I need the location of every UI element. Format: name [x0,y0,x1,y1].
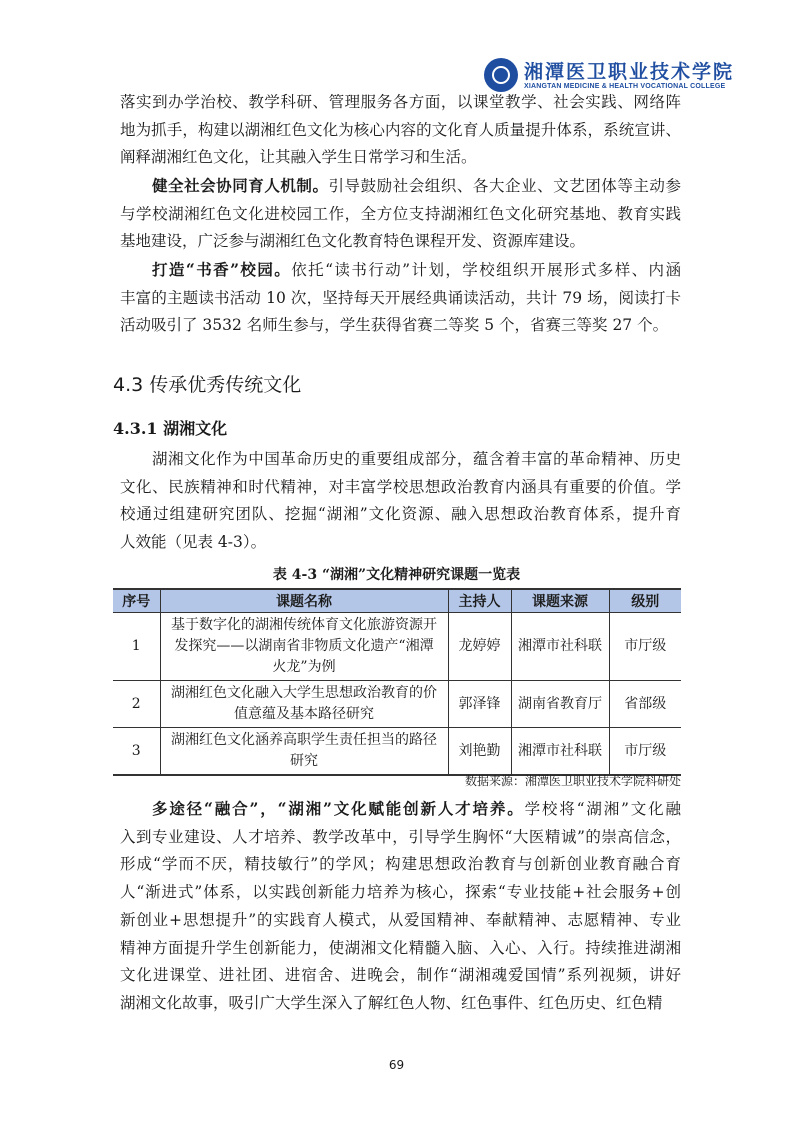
paragraph-2 [120,172,681,256]
section-heading: 4.3 传承优秀传统文化 [113,374,302,396]
topic-name-cell: 湖湘红色文化融入大学生思想政治教育的价值意蕴及基本路径研究 [160,681,448,728]
topic-name-cell: 湖湘红色文化涵养高职学生责任担当的路径研究 [160,728,448,776]
text-line [120,172,681,201]
paragraph-intro [120,446,681,557]
host-cell: 郭泽锋 [448,681,511,728]
line-text: 依托“读书行动”计划，学校组织开展形式多样、内涵 [291,261,681,279]
table-row [113,728,681,776]
column-header: 序号 [113,589,160,613]
line-text: 湖湘文化作为中国革命历史的重要组成部分，蕴含着丰富的革命精神、历史 [152,450,681,468]
text-line [120,201,681,229]
bold-lead: 多途径“融合”，“湖湘”文化赋能创新人才培养。 [152,799,525,818]
line-text: 形成“学而不厌，精技敏行”的学风；构建思想政治教育与创新创业教育融合育 [120,855,681,874]
line-text: 新创业+思想提升”的实践育人模式，从爱国精神、奉献精神、志愿精神、专业 [120,910,681,929]
text-line [120,474,681,502]
line-text: 阐释湖湘红色文化，让其融入学生日常学习和生活。 [120,148,477,167]
line-text: 活动吸引了 3532 名师生参与，学生获得省赛二等奖 5 个，省赛三等奖 27 个。 [120,316,669,335]
text-line [120,144,681,172]
line-text: 入到专业建设、人才培养、教学改革中，引导学生胸怀“大医精诚”的崇高信念， [120,827,681,846]
line-text: 落实到办学治校、教学科研、管理服务各方面，以课堂教学、社会实践、网络阵 [120,93,681,111]
line-text: 丰富的主题读书活动 10 次，坚持每天开展经典诵读活动，共计 79 场，阅读打卡 [120,288,681,307]
text-line [120,851,681,879]
subsection-heading: 4.3.1 湖湘文化 [113,419,228,438]
column-header: 级别 [609,589,681,613]
line-text: 文化进课堂、进社团、进宿舍、进晚会，制作“湖湘魂爱国情”系列视频，讲好 [120,966,681,985]
college-seal-icon [484,58,518,92]
paragraph-1 [120,89,681,172]
text-line [120,824,681,852]
data-source-note: 数据来源：湘潭医卫职业技术学院科研处 [464,774,681,788]
text-line [120,89,681,117]
table-row [113,681,681,728]
text-line [120,990,681,1018]
column-header: 课题名称 [160,589,448,613]
research-topics-table [113,588,681,776]
line-text: 精神方面提升学生创新能力，使湖湘文化精髓入脑、入心、入行。持续推进湖湘 [120,938,681,957]
logo-english-name: XIANGTAN MEDICINE & HEALTH VOCATIONAL COLLEGE [524,82,726,90]
line-text: 地为抓手，构建以湖湘红色文化为核心内容的文化育人质量提升体系，系统宣讲、 [120,120,681,139]
text-line [120,962,681,990]
logo-chinese-name: 湘潭医卫职业技术学院 [524,60,735,83]
column-header: 课题来源 [511,589,609,613]
paragraph-bottom [120,795,681,1018]
topic-source-cell: 湘潭市社科联 [511,613,609,681]
paragraph-3 [120,256,681,340]
topic-name-cell: 基于数字化的湖湘传统体育文化旅游资源开发探究——以湖南省非物质文化遗产“湘潭火龙”为例 [160,613,448,681]
line-text: 湖湘文化故事，吸引广大学生深入了解红色人物、红色事件、红色历史、红色精 [120,993,663,1012]
table-caption: 表 4-3 “湖湘”文化精神研究课题一览表 [272,567,521,583]
text-line [120,117,681,145]
level-cell: 省部级 [609,681,681,728]
line-text: 人效能（见表 4-3）。 [120,533,267,552]
text-line [120,529,681,557]
text-line [120,256,681,285]
topic-source-cell: 湖南省教育厅 [511,681,609,728]
text-line [120,907,681,935]
row-number-cell: 3 [113,728,160,776]
host-cell: 刘艳勤 [448,728,511,776]
line-text: 学校将“湖湘”文化融 [524,800,681,818]
text-line [120,935,681,963]
text-line [120,446,681,474]
bold-lead: 健全社会协同育人机制。 [152,176,329,195]
text-line [120,501,681,529]
college-logo [484,58,734,92]
page-number: 69 [388,1058,405,1072]
line-text: 人“渐进式”体系，以实践创新能力培养为核心，探索“专业技能+社会服务+创 [120,883,681,902]
host-cell: 龙婷婷 [448,613,511,681]
line-text: 基地建设，广泛参与湖湘红色文化教育特色课程开发、资源库建设。 [120,232,586,251]
line-text: 文化、民族精神和时代精神，对丰富学校思想政治教育内涵具有重要的价值。学 [120,477,681,496]
line-text: 校通过组建研究团队、挖掘“湖湘”文化资源、融入思想政治教育体系，提升育 [120,505,681,524]
topic-source-cell: 湘潭市社科联 [511,728,609,776]
text-line [120,879,681,907]
line-text: 与学校湖湘红色文化进校园工作，全方位支持湖湘红色文化研究基地、教育实践 [120,204,681,223]
level-cell: 市厅级 [609,728,681,776]
row-number-cell: 1 [113,613,160,681]
text-line [120,228,681,256]
text-line [120,312,681,340]
bold-lead: 打造“书香”校园。 [152,260,292,279]
text-line [120,285,681,313]
text-line [120,795,681,824]
table-row [113,613,681,681]
level-cell: 市厅级 [609,613,681,681]
row-number-cell: 2 [113,681,160,728]
line-text: 引导鼓励社会组织、各大企业、文艺团体等主动参 [328,177,681,195]
column-header: 主持人 [448,589,511,613]
